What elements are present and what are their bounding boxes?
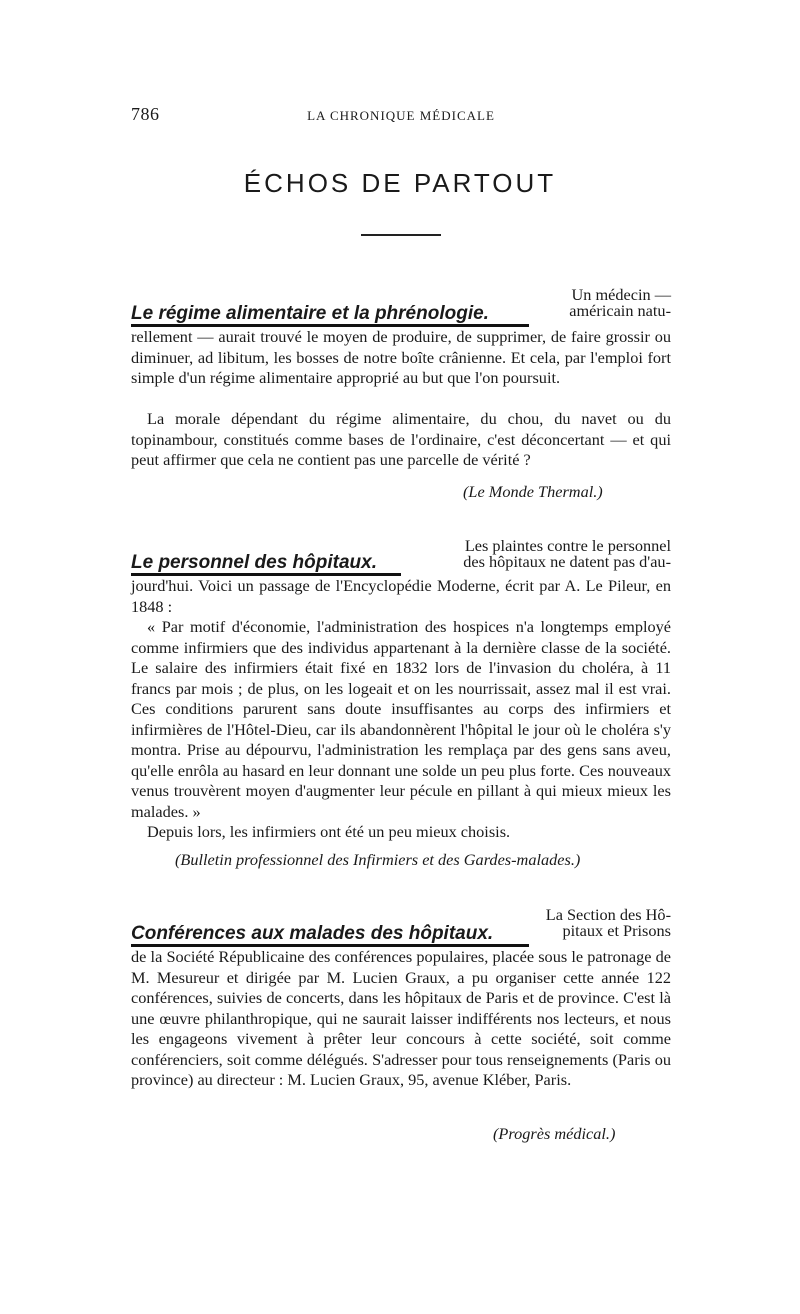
- article-heading-row: [131, 532, 671, 576]
- article-source: (Progrès médical.): [493, 1124, 616, 1143]
- running-head: LA CHRONIQUE MÉDICALE: [307, 108, 495, 123]
- article-source: (Bulletin professionnel des Infirmiers et des Gardes-malades.): [175, 850, 581, 869]
- heading-tail: Les plaintes contre le personnel des hôpitaux ne datent pas d'au-: [463, 536, 671, 571]
- article-heading-row: [131, 283, 671, 327]
- article-quote: « Par motif d'économie, l'administration des hospices n'a longtemps employé comme infirmiers que des individus appartenant à la dernière classe de la société. Le salaire des infirmiers était fixé en 1832 lors de l'invasion du choléra, à 11 francs par mois ; de plus, on les logeait et on les nourrissait, assez mal il est vrai. Ces conditions parurent sans doute insuffisantes au corps des infirmiers et infirmières de l'Hôtel-Dieu, car ils abandonnèrent l'hôpital le jour où le choléra s'y montra. Prise au dépourvu, l'administration les remplaça par des gens sans aveu, qu'elle enrôla au hasard en leur donnant une solde un peu plus forte. Ces nouveaux venus trouvèrent moyen d'augmenter leur pécule en pillant à qui mieux mieux les malades. »: [131, 617, 671, 821]
- title-divider: [361, 234, 441, 236]
- article-paragraph: rellement — aurait trouvé le moyen de produire, de supprimer, de faire grossir ou diminuer, ad libitum, les bosses de notre boîte crânienne. Et cela, par l'emploi fort simple d'un régime alimentaire approprié au but que l'on poursuit.: [131, 327, 671, 387]
- heading-tail: Un médecin — américain natu-: [569, 285, 671, 320]
- article-paragraph: Depuis lors, les infirmiers ont été un peu mieux choisis.: [147, 822, 511, 841]
- article-paragraph: La morale dépendant du régime alimentaire, du chou, du navet ou du topinambour, constitués comme bases de l'ordinaire, c'est déconcertant — et qui peut affirmer que cela ne contient pas une parcelle de vérité ?: [131, 409, 671, 469]
- article-heading: Conférences aux malades des hôpitaux.: [131, 923, 494, 944]
- article-heading: Le personnel des hôpitaux.: [131, 552, 377, 573]
- section-title: ÉCHOS DE PARTOUT: [243, 168, 557, 198]
- article-heading-row: [131, 903, 671, 947]
- article-heading: Le régime alimentaire et la phrénologie.: [131, 303, 489, 324]
- heading-tail: La Section des Hô- pitaux et Prisons: [545, 905, 671, 940]
- article-paragraph: jourd'hui. Voici un passage de l'Encyclopédie Moderne, écrit par A. Le Pileur, en 1848 :: [131, 576, 671, 616]
- article-paragraph: de la Société Républicaine des conférences populaires, placée sous le patronage de M. Mesureur et dirigée par M. Lucien Graux, a pu organiser cette année 122 conférences, suivies de concerts, dans les hôpitaux de Paris et de province. C'est là une œuvre philanthropique, qui ne saurait laisser indifférents nos lecteurs, et nous les engageons vivement à prêter leur concours à cette société, soit comme conférenciers, soit comme délégués. S'adresser pour tous renseignements (Paris ou province) au directeur : M. Lucien Graux, 95, avenue Kléber, Paris.: [131, 947, 671, 1089]
- article-source: (Le Monde Thermal.): [463, 482, 603, 501]
- page-header: [131, 104, 671, 128]
- page-number: 786: [131, 104, 160, 124]
